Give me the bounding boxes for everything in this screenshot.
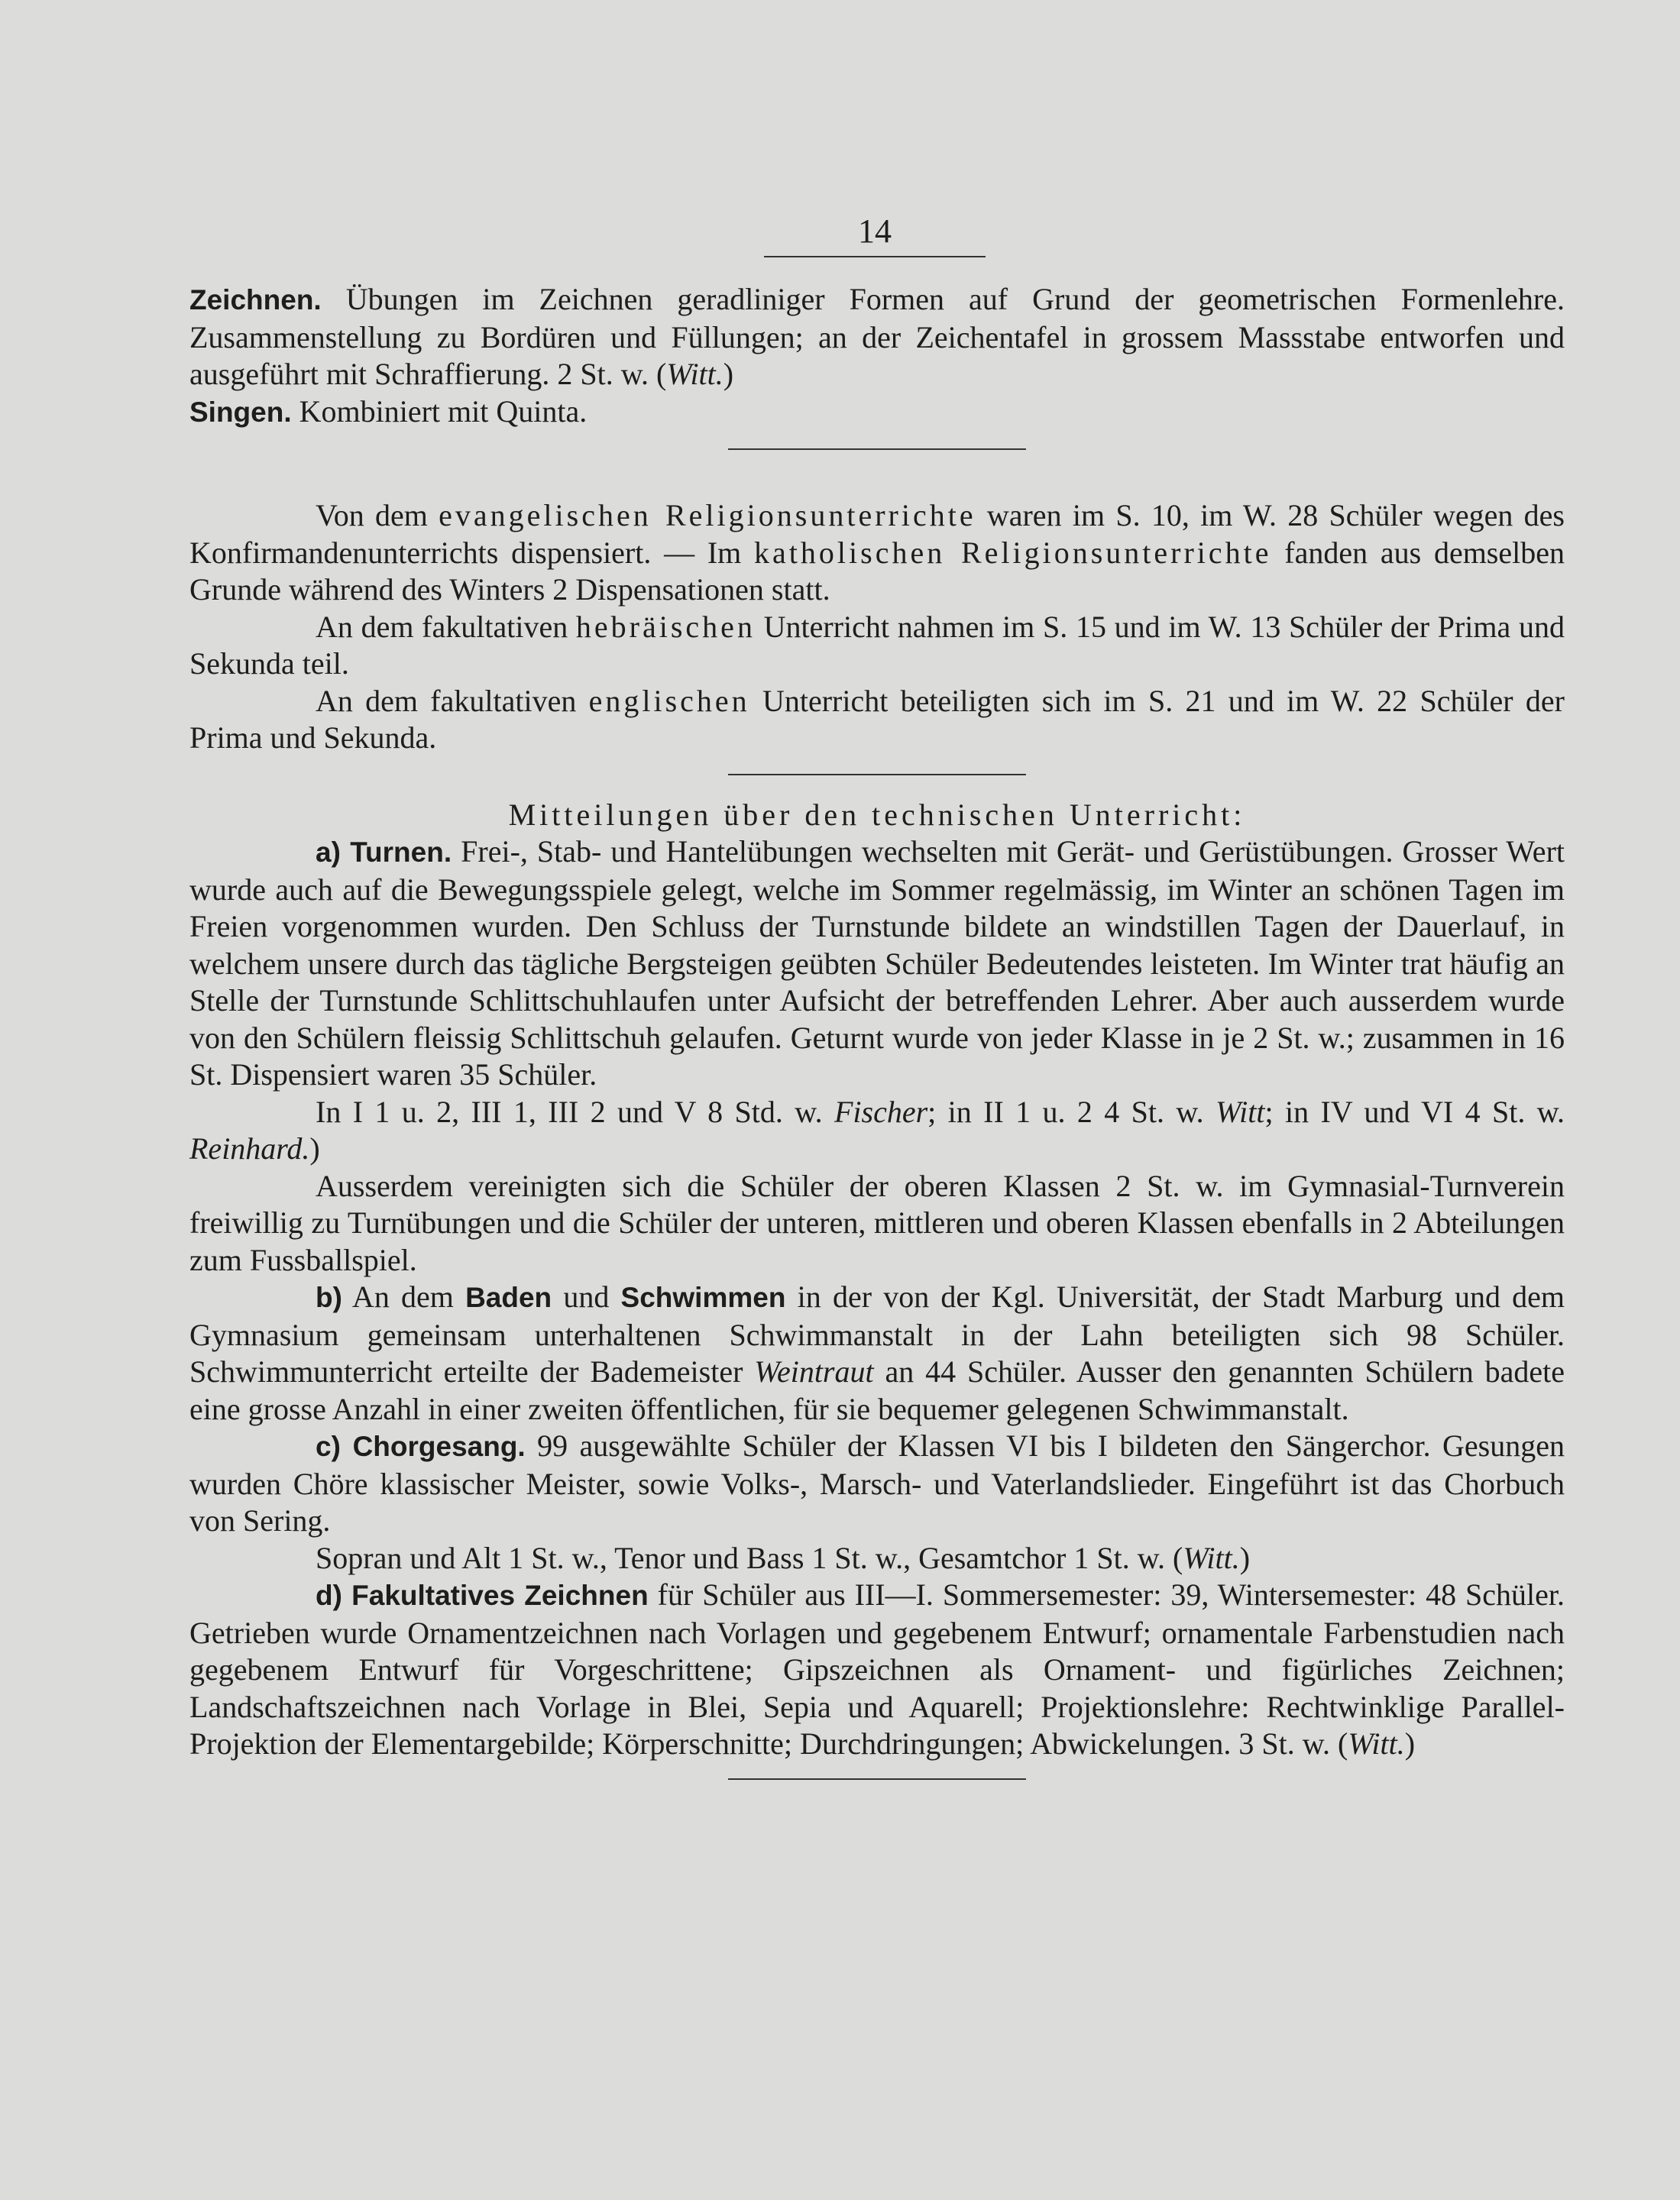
paragraph-turnen-lehrer: In I 1 u. 2, III 1, III 2 und V 8 Std. w. Fischer; in II 1 u. 2 4 St. w. Witt; in IV und VI 4 St. w. Reinhard.) — [189, 1094, 1565, 1166]
paragraph-baden: b) An dem Baden und Schwimmen in der von der Kgl. Universität, der Stadt Marburg und dem Gymnasium gemeinsam unterhaltenen Schwimmanstalt in der Lahn beteiligten sich 98 Schüler. Schwimmunterricht erteilte der Bademeister Weintraut an 44 Schüler. Ausser den genannten Schülern badete eine grosse Anzahl in einer zweiten öffentlichen, für sie bequemer gelegenen Schwimmanstalt. — [189, 1280, 1565, 1426]
paragraph-religion: Von dem evangelischen Religionsunterrichte waren im S. 10, im W. 28 Schüler wegen des Konfirmandenunterrichts dispensiert. — Im katholischen Religionsunterrichte fanden aus demselben Grunde während des Winters 2 Dispensationen statt. — [189, 498, 1565, 607]
paragraph-turnen: a) Turnen. Frei-, Stab- und Hantelübungen wechselten mit Gerät- und Gerüstübungen. Grosser Wert wurde auch auf die Bewegungsspiele gelegt, welche im Sommer regelmässig, im Winter an schönen Tagen im Freien vorgenommen wurden. Den Schluss der Turnstunde bildete an windstillen Tagen der Dauerlauf, in welchem unsere durch das tägliche Bergsteigen geübten Schüler Bedeutendes leisteten. Im Winter trat häufig an Stelle der Turnstunde Schlittschuhlaufen unter Aufsicht der betreffenden Lehrer. Aber auch ausserdem wurde von den Schülern fleissig Schlittschuh gelaufen. Geturnt wurde von jeder Klasse in je 2 St. w.; zusammen in 16 St. Dispensiert waren 35 Schüler. — [189, 834, 1565, 1092]
paragraph-stimmen: Sopran und Alt 1 St. w., Tenor und Bass 1 St. w., Gesamtchor 1 St. w. (Witt.) — [316, 1540, 1251, 1575]
paragraph-chorgesang: c) Chorgesang. 99 ausgewählte Schüler der Klassen VI bis I bildeten den Sängerchor. Gesungen wurden Chöre klassischer Meister, sowie Volks-, Marsch- und Vaterlandslieder. Eingeführt ist das Chorbuch von Sering. — [189, 1428, 1565, 1538]
paragraph-englisch: An dem fakultativen englischen Unterricht beteiligten sich im S. 21 und im W. 22 Schüler der Prima und Sekunda. — [189, 683, 1565, 755]
divider-rule — [728, 448, 1026, 450]
divider-rule — [728, 774, 1026, 775]
paragraph-singen: Singen. Kombiniert mit Quinta. — [189, 393, 588, 429]
page-number: 14 — [764, 210, 986, 257]
paragraph-turnverein: Ausserdem vereinigten sich die Schüler der oberen Klassen 2 St. w. im Gymnasial-Turnverein freiwillig zu Turnübungen und die Schüler der unteren, mittleren und oberen Klassen ebenfalls in 2 Abteilungen zum Fussballspiel. — [189, 1168, 1565, 1277]
page-body — [189, 281, 1565, 1780]
paragraph-hebraeisch: An dem fakultativen hebräischen Unterricht nahmen im S. 15 und im W. 13 Schüler der Prima und Sekunda teil. — [189, 609, 1565, 681]
paragraph-zeichnen: Zeichnen. Übungen im Zeichnen geradliniger Formen auf Grund der geometrischen Formenlehre. Zusammenstellung zu Bordüren und Füllungen; an der Zeichentafel in grossem Massstabe entworfen und ausgeführt mit Schraffierung. 2 St. w. (Witt.) — [189, 282, 1565, 391]
paragraph-fakultatives-zeichnen: d) Fakultatives Zeichnen für Schüler aus III—I. Sommersemester: 39, Wintersemester: 48 Schüler. Getrieben wurde Ornamentzeichnen nach Vorlagen und gegebenem Entwurf; ornamentale Farbenstudien nach gegebenem Entwurf für Vorgeschrittene; Gipszeichnen als Ornament- und figürliches Zeichnen; Landschaftszeichnen nach Vorlage in Blei, Sepia und Aquarell; Projektionslehre: Rechtwinklige Parallel-Projektion der Elementargebilde; Körperschnitte; Durchdringungen; Abwickelungen. 3 St. w. (Witt.) — [189, 1577, 1565, 1761]
section-heading: Mitteilungen über den technischen Unterricht: — [508, 797, 1246, 832]
divider-rule — [728, 1778, 1026, 1780]
